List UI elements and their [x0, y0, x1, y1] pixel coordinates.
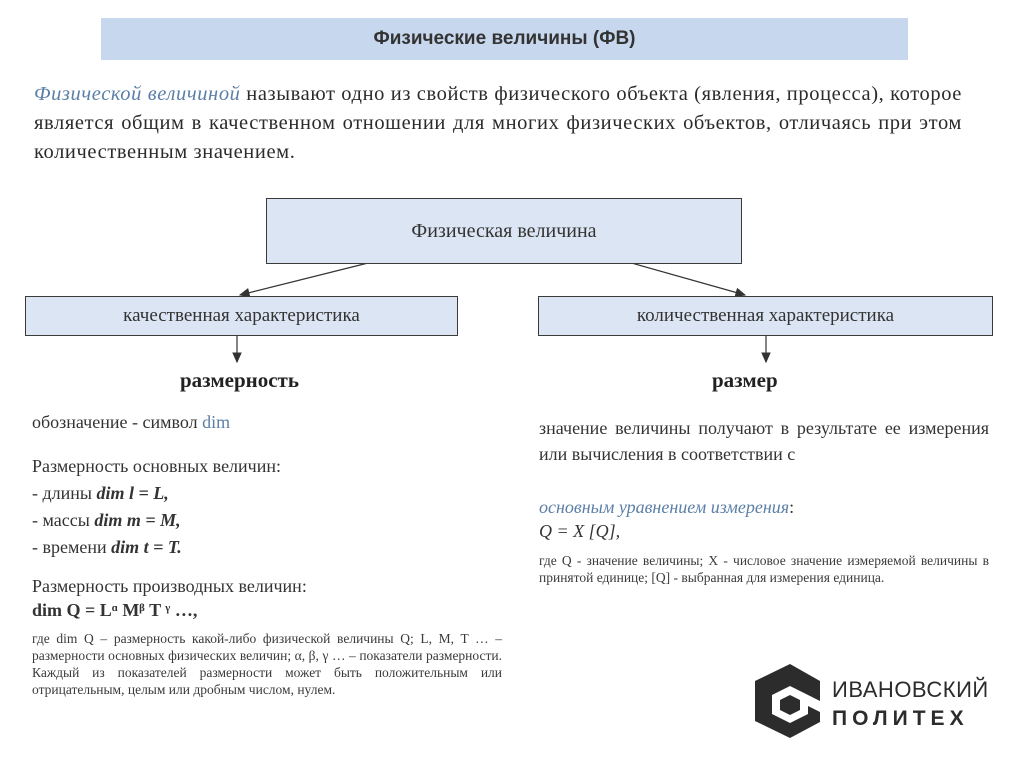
equation-label: основным уравнением измерения [539, 497, 790, 517]
box-quantitative [538, 296, 993, 336]
symbol-dim: dim [202, 412, 231, 432]
equation-note: где Q - значение величины; X - числовое значение измеряемой величины в принятой единице; [Q] - выбранная для измерения единица. [539, 553, 989, 585]
derived-dimension-heading: Размерность производных величин: [32, 576, 307, 596]
time-formula: dim t = T. [111, 537, 182, 557]
derived-note: где dim Q – размерность какой-либо физической величины Q; L, M, T … – размерности основных физических величин; α, β, γ … – показатели размерности. Каждый из показателей размерности может быть положительным или отрицательным, целым или дробным числом, нулем. [32, 631, 502, 697]
arrow-to-quantitative [628, 262, 745, 295]
equation: Q = X [Q], [539, 521, 621, 541]
intro-term: Физической величиной [34, 83, 241, 105]
arrow-to-qualitative [240, 262, 372, 295]
base-dimension-heading: Размерность основных величин: [32, 456, 281, 476]
heading-size: размер [712, 368, 778, 392]
box-qualitative [25, 296, 458, 336]
equation-label-line [539, 494, 989, 520]
mass-line [32, 510, 181, 531]
heading-dimension: размерность [180, 368, 299, 392]
box-physical-quantity [266, 198, 742, 264]
mass-prefix: - массы [32, 510, 95, 530]
length-prefix: - длины [32, 483, 97, 503]
slide-title: Физические величины (ФВ) [373, 28, 636, 49]
logo-text-line1: ИВАНОВСКИЙ [832, 677, 989, 702]
symbol-prefix: обозначение - символ [32, 412, 203, 432]
box-qualitative-label: качественная характеристика [123, 305, 360, 326]
equation-colon: : [789, 497, 795, 517]
logo-text-line2: ПОЛИТЕХ [832, 707, 969, 730]
symbol-line [32, 412, 230, 433]
derived-formula: dim Q = Lᵅ Mᵝ T ᵞ …, [32, 600, 198, 620]
box-physical-quantity-label: Физическая величина [411, 219, 597, 242]
intro-definition: называют одно из свойств физического объекта (явления, процесса), которое является общим в качественном отношении для многих физических объектов, отличаясь при этом количественным значением. [34, 83, 962, 163]
box-quantitative-label: количественная характеристика [636, 305, 895, 326]
time-prefix: - времени [32, 537, 112, 557]
time-line [32, 537, 182, 558]
length-line [32, 483, 169, 504]
mass-formula: dim m = M, [94, 510, 181, 530]
length-formula: dim l = L, [96, 483, 169, 503]
size-description: значение величины получают в результате ее измерения или вычисления в соответствии с [539, 418, 989, 464]
